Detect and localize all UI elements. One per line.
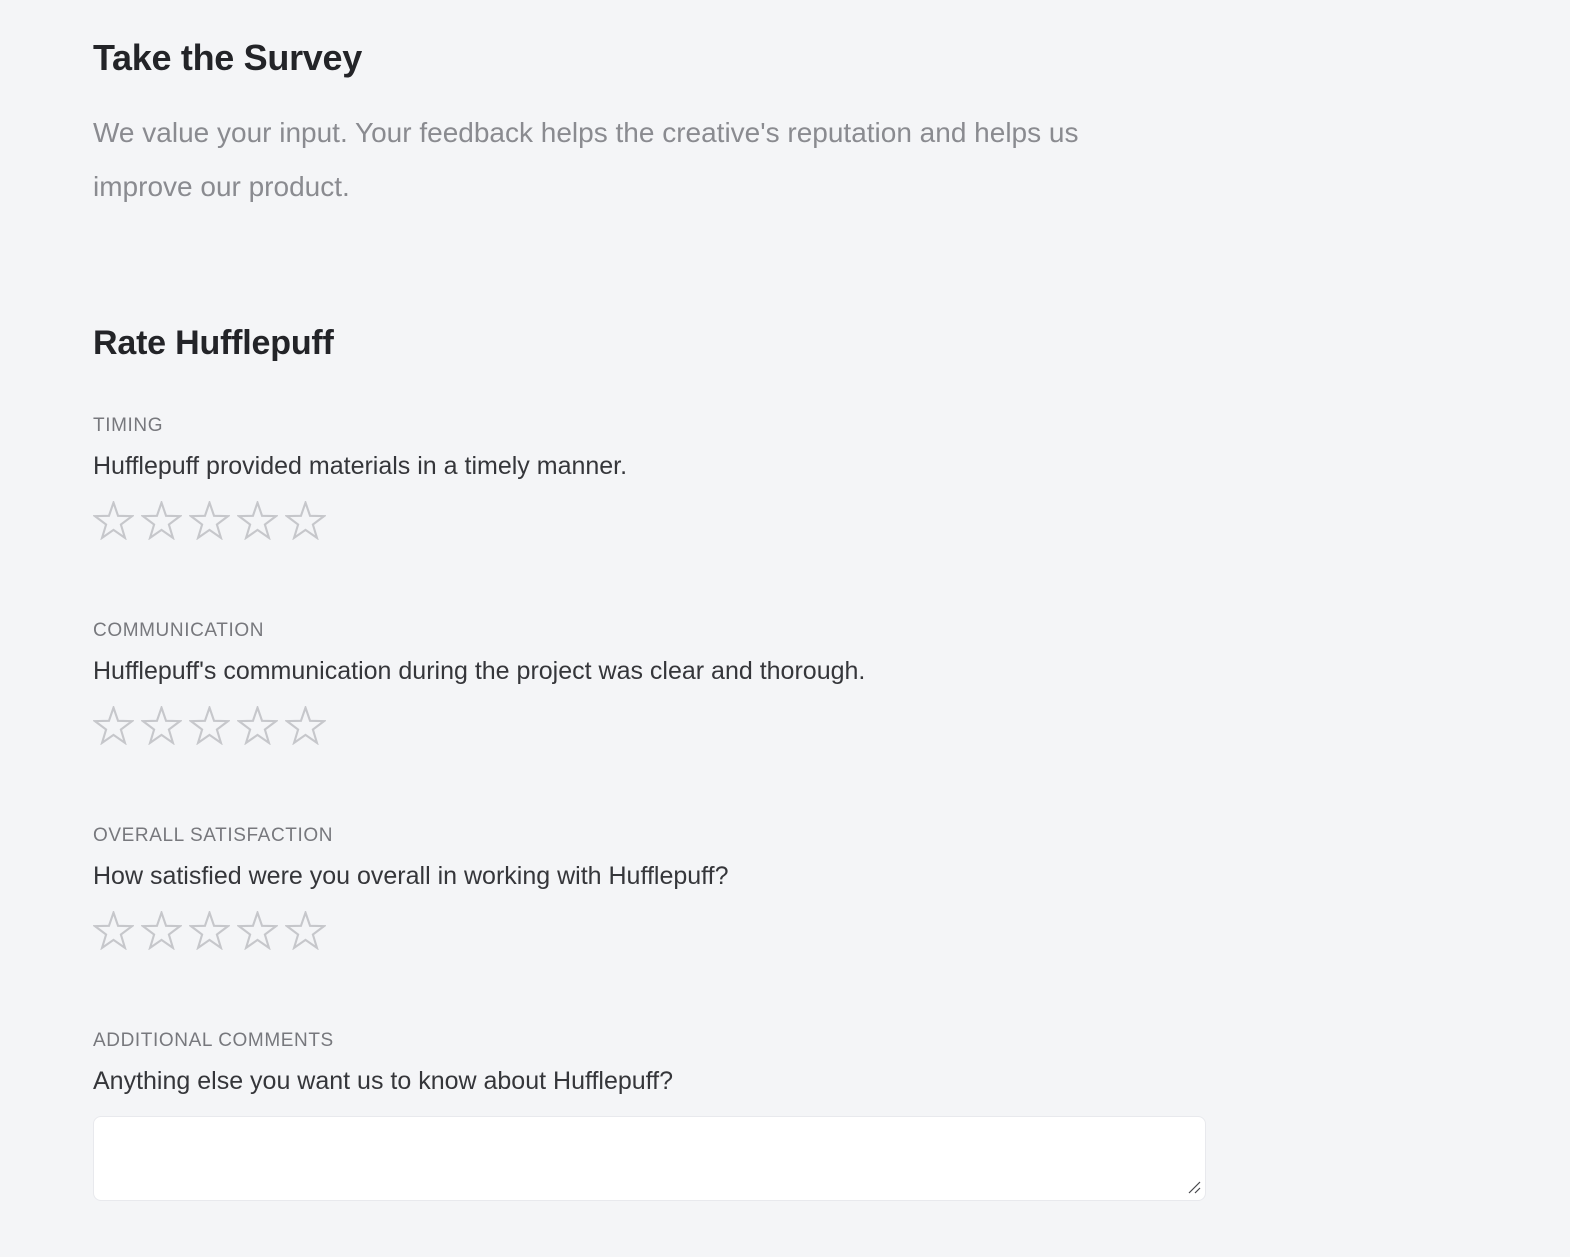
additional-comments-textarea[interactable] xyxy=(93,1116,1206,1201)
star-rating-timing xyxy=(93,501,1570,540)
comments-textarea-wrap xyxy=(93,1116,1206,1201)
question-label: COMMUNICATION xyxy=(93,620,265,641)
question-block-communication xyxy=(93,619,1570,745)
star-icon[interactable] xyxy=(93,501,134,540)
star-icon[interactable] xyxy=(237,706,278,745)
questions-list xyxy=(93,414,1570,1201)
star-icon[interactable] xyxy=(237,501,278,540)
star-icon[interactable] xyxy=(285,911,326,950)
star-icon[interactable] xyxy=(285,501,326,540)
question-label: ADDITIONAL COMMENTS xyxy=(93,1030,334,1051)
question-label: OVERALL SATISFACTION xyxy=(93,825,334,846)
page-title: Take the Survey xyxy=(93,37,362,78)
star-rating-communication xyxy=(93,706,1570,745)
question-text: Hufflepuff provided materials in a timely manner. xyxy=(93,452,628,480)
question-block-timing xyxy=(93,414,1570,540)
star-icon[interactable] xyxy=(141,911,182,950)
star-icon[interactable] xyxy=(189,911,230,950)
star-icon[interactable] xyxy=(285,706,326,745)
star-icon[interactable] xyxy=(237,911,278,950)
star-icon[interactable] xyxy=(93,911,134,950)
star-icon[interactable] xyxy=(189,706,230,745)
star-rating-overall-satisfaction xyxy=(93,911,1570,950)
section-title: Rate Hufflepuff xyxy=(93,324,334,362)
question-label: TIMING xyxy=(93,415,164,436)
star-icon[interactable] xyxy=(189,501,230,540)
page-subtitle: We value your input. Your feedback helps the creative's reputation and helps us improve our product. xyxy=(93,117,1079,202)
question-text: Anything else you want us to know about Hufflepuff? xyxy=(93,1067,674,1095)
star-icon[interactable] xyxy=(93,706,134,745)
question-block-overall-satisfaction xyxy=(93,824,1570,950)
star-icon[interactable] xyxy=(141,501,182,540)
star-icon[interactable] xyxy=(141,706,182,745)
question-block-additional-comments xyxy=(93,1029,1570,1201)
question-text: Hufflepuff's communication during the project was clear and thorough. xyxy=(93,657,866,685)
question-text: How satisfied were you overall in working with Hufflepuff? xyxy=(93,862,729,890)
